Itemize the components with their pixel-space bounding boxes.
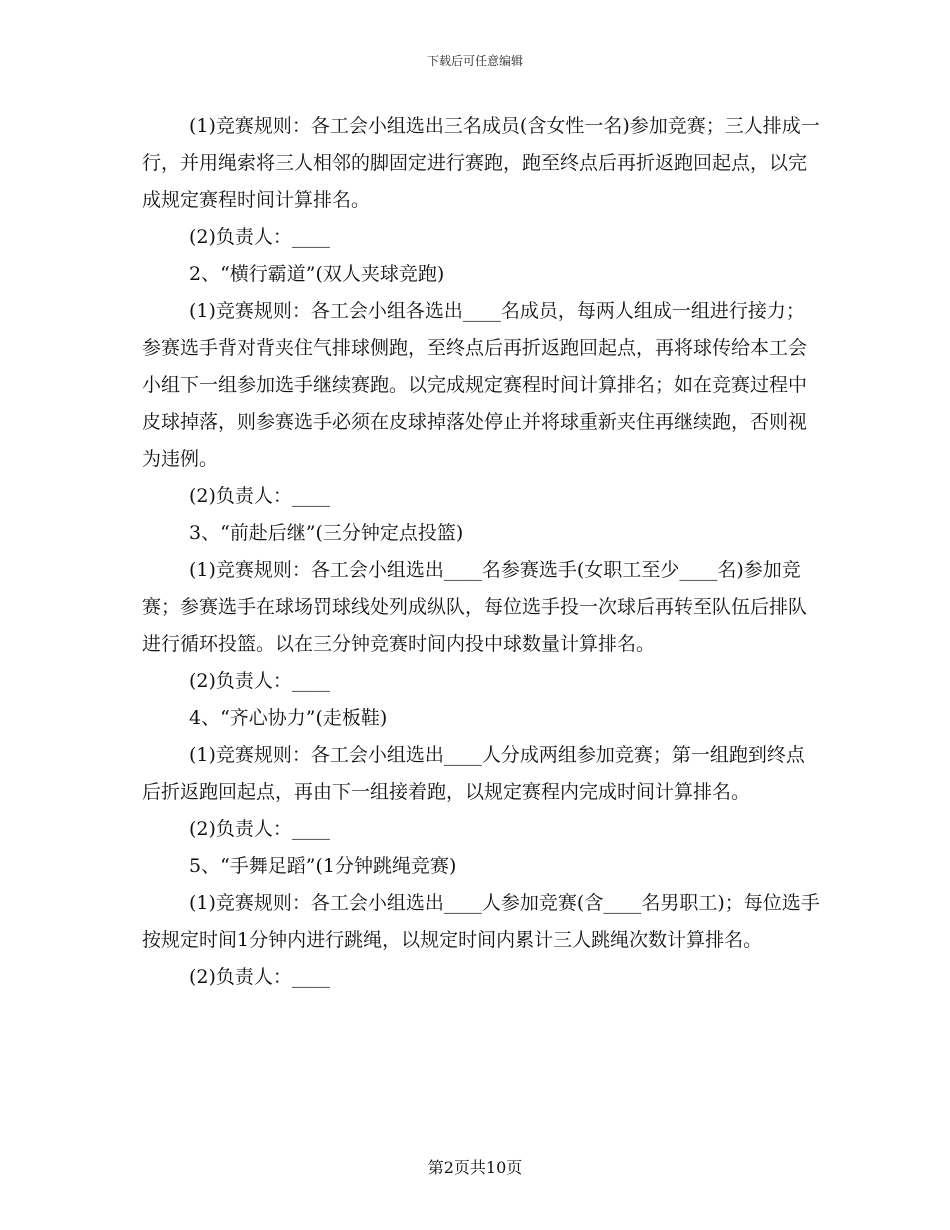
paragraph-4: (1)竞赛规则：各工会小组各选出____名成员，每两人组成一组进行接力；参赛选手背对背夹住气排球侧跑，至终点后再折返跑回起点，再将球传给本工会小组下一组参加选手继续赛跑。以完成规定赛程时间计算排名；如在竞赛过程中皮球掉落，则参赛选手必须在皮球掉落处停止并将球重新夹住再继续跑，否则视为违例。 bbox=[142, 300, 808, 470]
section-heading-4: 4、“齐心协力”(走板鞋) bbox=[189, 707, 388, 729]
paragraph-13: (1)竞赛规则：各工会小组选出____人参加竞赛(含____名男职工)；每位选手按规定时间1分钟内进行跳绳，以规定时间内累计三人跳绳次数计算排名。 bbox=[142, 892, 820, 951]
document-body bbox=[142, 108, 822, 996]
page-header: 下载后可任意编辑 bbox=[426, 54, 523, 68]
section-heading-5: 5、“手舞足蹈”(1分钟跳绳竞赛) bbox=[189, 855, 457, 877]
paragraph-10: (1)竞赛规则：各工会小组选出____人分成两组参加竞赛；第一组跑到终点后折返跑回起点，再由下一组接着跑，以规定赛程内完成时间计算排名。 bbox=[142, 744, 805, 803]
section-heading-2: 2、“横行霸道”(双人夹球竞跑) bbox=[189, 263, 445, 285]
paragraph-1: (1)竞赛规则：各工会小组选出三名成员(含女性一名)参加竞赛；三人排成一行，并用绳索将三人相邻的脚固定进行赛跑，跑至终点后再折返跑回起点，以完成规定赛程时间计算排名。 bbox=[142, 115, 820, 211]
paragraph-14: (2)负责人：____ bbox=[189, 966, 330, 988]
paragraph-8: (2)负责人：____ bbox=[189, 670, 330, 692]
paragraph-5: (2)负责人：____ bbox=[189, 485, 330, 507]
paragraph-7: (1)竞赛规则：各工会小组选出____名参赛选手(女职工至少____名)参加竞赛；参赛选手在球场罚球线处列成纵队，每位选手投一次球后再转至队伍后排队进行循环投篮。以在三分钟竞赛时间内投中球数量计算排名。 bbox=[142, 559, 808, 655]
paragraph-11: (2)负责人：____ bbox=[189, 818, 330, 840]
paragraph-2: (2)负责人：____ bbox=[189, 226, 330, 248]
page-number: 第2页共10页 bbox=[427, 1158, 523, 1177]
section-heading-3: 3、“前赴后继”(三分钟定点投篮) bbox=[189, 522, 464, 544]
